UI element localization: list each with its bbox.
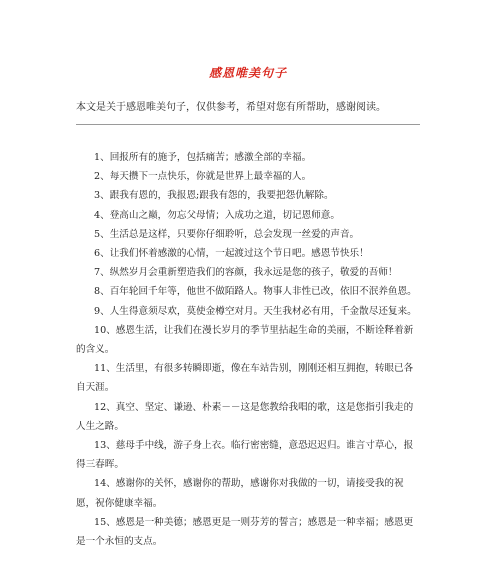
list-item: 5、生活总是这样，只要你仔细聆听，总会发现一丝爱的声音。 [94, 228, 360, 240]
list-item: 8、百年轮回千年等，他世不做陌路人。物事人非性已改，依旧不泯养鱼恩。 [94, 286, 417, 298]
list-item: 12、真空、坚定、谦逊、朴素－－这是您教给我唱的歌，这是您指引我走的人生之路。 [76, 401, 414, 432]
intro-text: 本文是关于感恩唯美句子，仅供参考，希望对您有所帮助，感谢阅读。 [76, 102, 386, 113]
list-item: 6、让我们怀着感激的心情，一起渡过这个节日吧。感恩节快乐！ [94, 248, 369, 260]
list-item: 9、人生得意须尽欢，莫使金樽空对月。天生我材必有用，千金散尽还复来。 [94, 305, 417, 317]
list-item: 11、生活里，有很多转瞬即逝，像在车站告别，刚刚还相互拥抱，转眼已各自天涯。 [76, 363, 414, 394]
list-item: 2、每天攒下一点快乐，你就是世界上最幸福的人。 [94, 171, 312, 183]
list-item: 15、感恩是一种美德；感恩更是一则芬芳的誓言；感恩是一种幸福；感恩更是一个永恒的支点。 [76, 516, 414, 548]
list-item: 14、感谢你的关怀，感谢你的帮助，感谢你对我做的一切，请接受我的祝愿，祝你健康幸福。 [76, 478, 404, 509]
list-item: 13、慈母手中线，游子身上衣。临行密密缝，意恐迟迟归。谁言寸草心，报得三春晖。 [76, 440, 414, 471]
list-item: 10、感恩生活，让我们在漫长岁月的季节里拈起生命的美丽，不断诠释着新的含义。 [76, 324, 414, 356]
list-item: 1、回报所有的施予，包括痛苦；感激全部的幸福。 [94, 152, 312, 163]
document-title: 感恩唯美句子 [208, 66, 287, 80]
list-item: 7、纵然岁月会重新塑造我们的容颜，我永远是您的孩子，敬爱的吾师！ [94, 267, 398, 279]
list-item: 4、登高山之巅，勿忘父母情；入成功之道，切记恩师意。 [94, 209, 340, 221]
sentence-list [76, 148, 421, 551]
list-item: 3、跟我有恩的，我报恩;跟我有怨的，我要把怨仇解除。 [94, 190, 334, 202]
divider-line [76, 124, 420, 125]
